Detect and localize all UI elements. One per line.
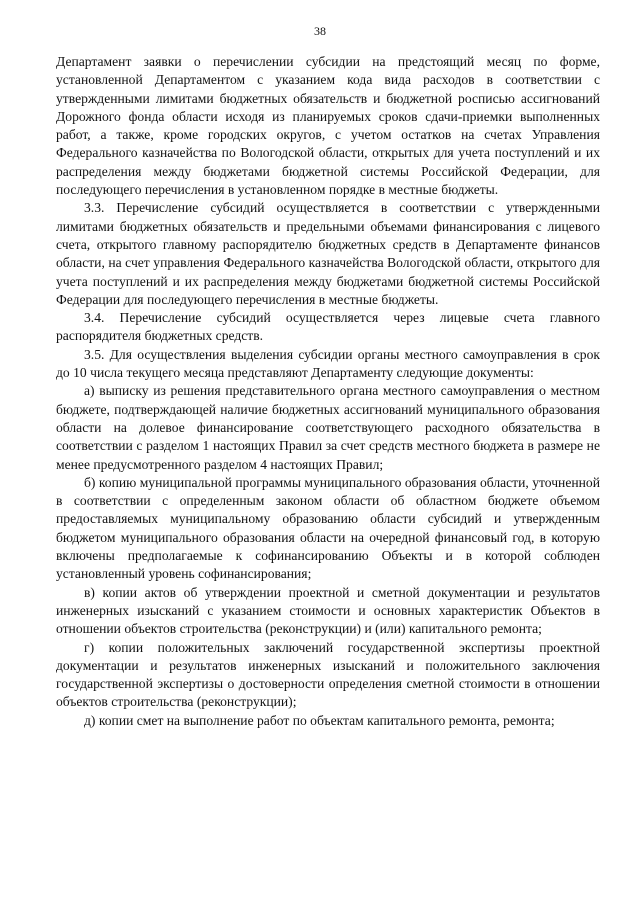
page-number: 38 [314, 24, 326, 38]
list-item-d: д) копии смет на выполнение работ по объектам капитального ремонта, ремонта; [84, 712, 555, 728]
document-body [56, 53, 600, 730]
paragraph-3-3: 3.3. Перечисление субсидий осуществляется в соответствии с утвержденными лимитами бюджетных обязательств и предельными объемами финансирования с лицевого счета, открытого главному распорядителю бюджетных средств в Департаменте финансов области, на счет управления Федерального казначейства Вологодской области, открытого для учета поступлений и их распределения между бюджетами бюджетной системы Российской Федерации для последующего перечисления в местные бюджеты. [56, 200, 600, 307]
paragraph-3-5: 3.5. Для осуществления выделения субсидии органы местного самоуправления в срок до 10 числа текущего месяца представляют Департаменту следующие документы: [56, 346, 600, 381]
paragraph-continuation: Департамент заявки о перечислении субсидии на предстоящий месяц по форме, установленной Департаментом с указанием кода вида расходов в соответствии с утвержденными лимитами бюджетных обязательств и бюджетной росписью ассигнований Дорожного фонда области исходя из планируемых сроков сдачи-приемки выполненных работ, а также, кроме городских округов, с учетом остатков на счетах Управления Федерального казначейства по Вологодской области, открытых для учета поступлений и их распределения между бюджетами бюджетной системы Российской Федерации, для последующего перечисления в установленном порядке в местные бюджеты. [56, 54, 600, 198]
list-item-a: а) выписку из решения представительного органа местного самоуправления о местном бюджете, подтверждающей наличие бюджетных ассигнований муниципального образования области на долевое финансирование соответствующего расходного обязательства в соответствии с разделом 1 настоящих Правил за счет средств местного бюджета в размере не менее предусмотренного разделом 4 настоящих Правил; [56, 383, 600, 472]
list-item-b: б) копию муниципальной программы муниципального образования области, уточненной в соответствии с определенным законом области об областном бюджете объемом предоставляемых муниципальному образованию области субсидий и утвержденным бюджетом муниципального образования области на очередной финансовый год, в которую включены предполагаемые к софинансированию Объекты и в которой соблюден установленный уровень софинансирования; [56, 474, 600, 582]
list-item-g: г) копии положительных заключений государственной экспертизы проектной документации и результатов инженерных изысканий и положительного заключения государственной экспертизы о достоверности определения сметной стоимости в отношении объектов строительства (реконструкции); [56, 639, 600, 710]
paragraph-3-4: 3.4. Перечисление субсидий осуществляется через лицевые счета главного распорядителя бюджетных средств. [56, 310, 600, 344]
list-item-v: в) копии актов об утверждении проектной и сметной документации и результатов инженерных изысканий с указанием стоимости и основных характеристик Объектов в отношении объектов строительства (реконструкции) и (или) капитального ремонта; [56, 584, 600, 637]
